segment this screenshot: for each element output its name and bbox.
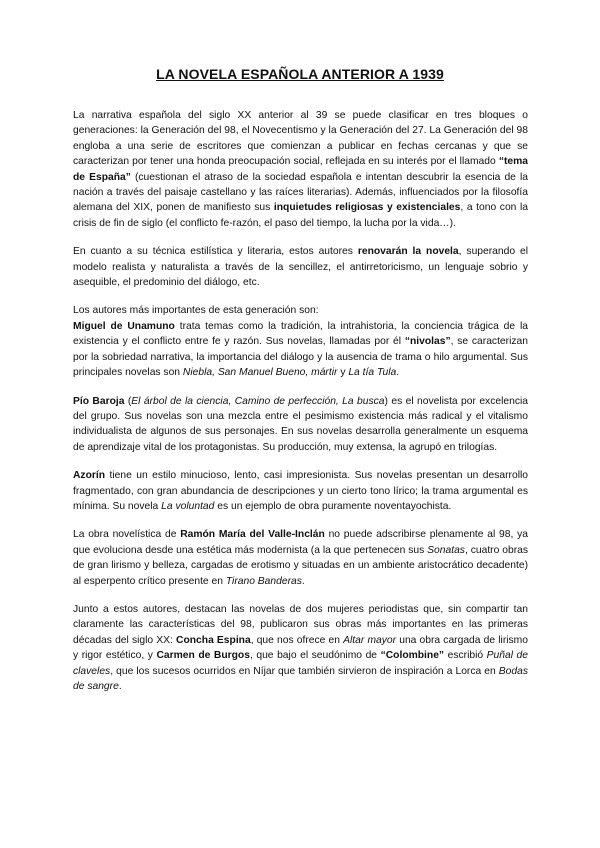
text-run: . <box>301 575 305 587</box>
bold-term: “Colombine” <box>380 650 445 662</box>
text-run: . <box>396 367 400 379</box>
work-title: Tirano Banderas <box>225 575 302 587</box>
paragraph-valle-inclan <box>73 527 528 589</box>
text-run: una obra cargada de lirismo y rigor estético, y <box>73 634 528 662</box>
text-run: . <box>118 681 122 692</box>
text-run: Junto a estos autores, destacan las novelas de dos mujeres periodistas que, sin compartir tan claramente las características del 98, publicaron sus obras más importantes en las primeras décadas del siglo XX: <box>73 603 528 646</box>
author-name: Carmen de Burgos <box>156 650 250 662</box>
text-run: escribió <box>444 650 487 662</box>
author-name: Miguel de Unamuno <box>73 320 175 332</box>
text-run: trata temas como la tradición, la intrahistoria, la conciencia trágica de la existencia y el conflicto entre fe y razón. Sus novelas, llamadas por él <box>73 320 528 348</box>
document-body <box>73 108 528 707</box>
text-run: En cuanto a su técnica estilística y literaria, estos autores <box>73 246 358 258</box>
page-title: LA NOVELA ESPAÑOLA ANTERIOR A 1939 <box>156 66 444 82</box>
text-run: (cuestionan el atraso de la sociedad española e intentan descubrir la esencia de la nación a través del paisaje castellano y las raíces literarias). Además, influenciados por la filosofía alemana del XIX, ponen de manifiesto sus <box>73 171 528 214</box>
text-run: y <box>337 367 349 379</box>
work-title: La voluntad <box>161 500 215 512</box>
text-run: , a tono con la crisis de fin de siglo (el conflicto fe-razón, el paso del tiempo, la lucha por la vida…). <box>73 202 529 229</box>
bold-term: “tema de España” <box>73 156 528 183</box>
work-title: El árbol de la ciencia, Camino de perfección, La busca <box>131 395 385 407</box>
work-title: La tía Tula <box>348 367 397 379</box>
text-run: , se caracterizan por la sobriedad narrativa, la importancia del diálogo y la ausencia de trama o hilo argumental. Sus principales novelas son <box>73 336 528 379</box>
text-run: , que nos ofrece en <box>250 634 344 646</box>
text-run: es un ejemplo de obra puramente noventayochista. <box>214 500 452 512</box>
work-title: Niebla, San Manuel Bueno, mártir <box>182 367 338 379</box>
text-run: tiene un estilo minucioso, lento, casi impresionista. Sus novelas presentan un desarrollo fragmentado, con gran abundancia de descripciones y un cierto tono lírico; la trama argumental es mínima. Su novela <box>73 470 528 512</box>
paragraph-mujeres-periodistas <box>73 602 528 694</box>
author-name: Concha Espina <box>176 634 251 646</box>
paragraph-autores-intro: Los autores más importantes de esta generación son: <box>73 305 319 317</box>
text-run: no puede adscribirse plenamente al 98, ya que evoluciona desde una estética más modernista (a la que pertenecen sus <box>73 529 528 556</box>
author-name: Azorín <box>73 470 106 482</box>
text-run: , que bajo el seudónimo de <box>249 650 381 662</box>
work-title: Puñal de claveles <box>73 650 528 677</box>
author-name: Pío Baroja <box>73 395 125 407</box>
text-run: , superando el modelo realista y naturalista a través de la sencillez, el antirretoricismo, un lenguaje sobrio y asequible, el predominio del diálogo, etc. <box>73 246 528 289</box>
author-name: Ramón María del Valle-Inclán <box>180 529 325 541</box>
text-run: La obra novelística de <box>73 529 181 541</box>
paragraph-generacion-98 <box>73 108 528 231</box>
paragraph-baroja <box>73 394 528 456</box>
bold-term: “nivolas” <box>404 336 451 348</box>
bold-term: inquietudes religiosas y existenciales <box>273 202 461 214</box>
text-run: ) es el novelista por excelencia del grupo. Sus novelas son una mezcla entre el pesimismo existencia más radical y el vitalismo individualista de algunos de sus personajes. En sus novelas desarrolla generalmente un esquema de aprendizaje vital de los protagonistas. Su producción, muy extensa, la agrupó en trilogías. <box>73 395 528 453</box>
work-title: Altar mayor <box>343 634 397 646</box>
paragraph-azorin <box>73 468 528 514</box>
text-run: La narrativa española del siglo XX anterior al 39 se puede clasificar en tres bloques o generaciones: la Generación del 98, el Novecentismo y la Generación del 27. La Generación del 98 engloba a una serie de escritores que comienzan a publicar en fechas cercanas y que se caracterizan por tener una honda preocupación social, reflejada en su interés por el llamado <box>73 110 528 168</box>
paragraph-tecnica <box>73 244 528 290</box>
text-run: ( <box>124 395 132 407</box>
work-title: Bodas de sangre <box>73 665 528 692</box>
bold-term: renovarán la novela <box>357 246 459 258</box>
text-run: , que los sucesos ocurridos en Níjar que también sirvieron de inspiración a Lorca en <box>110 665 499 677</box>
paragraph-unamuno <box>73 319 528 381</box>
text-run: , cuatro obras de gran lirismo y belleza, cargadas de erotismo y situadas en un ambiente aristocrático decadente) al esperpento crítico presente en <box>73 544 528 587</box>
work-title: Sonatas <box>427 544 465 556</box>
